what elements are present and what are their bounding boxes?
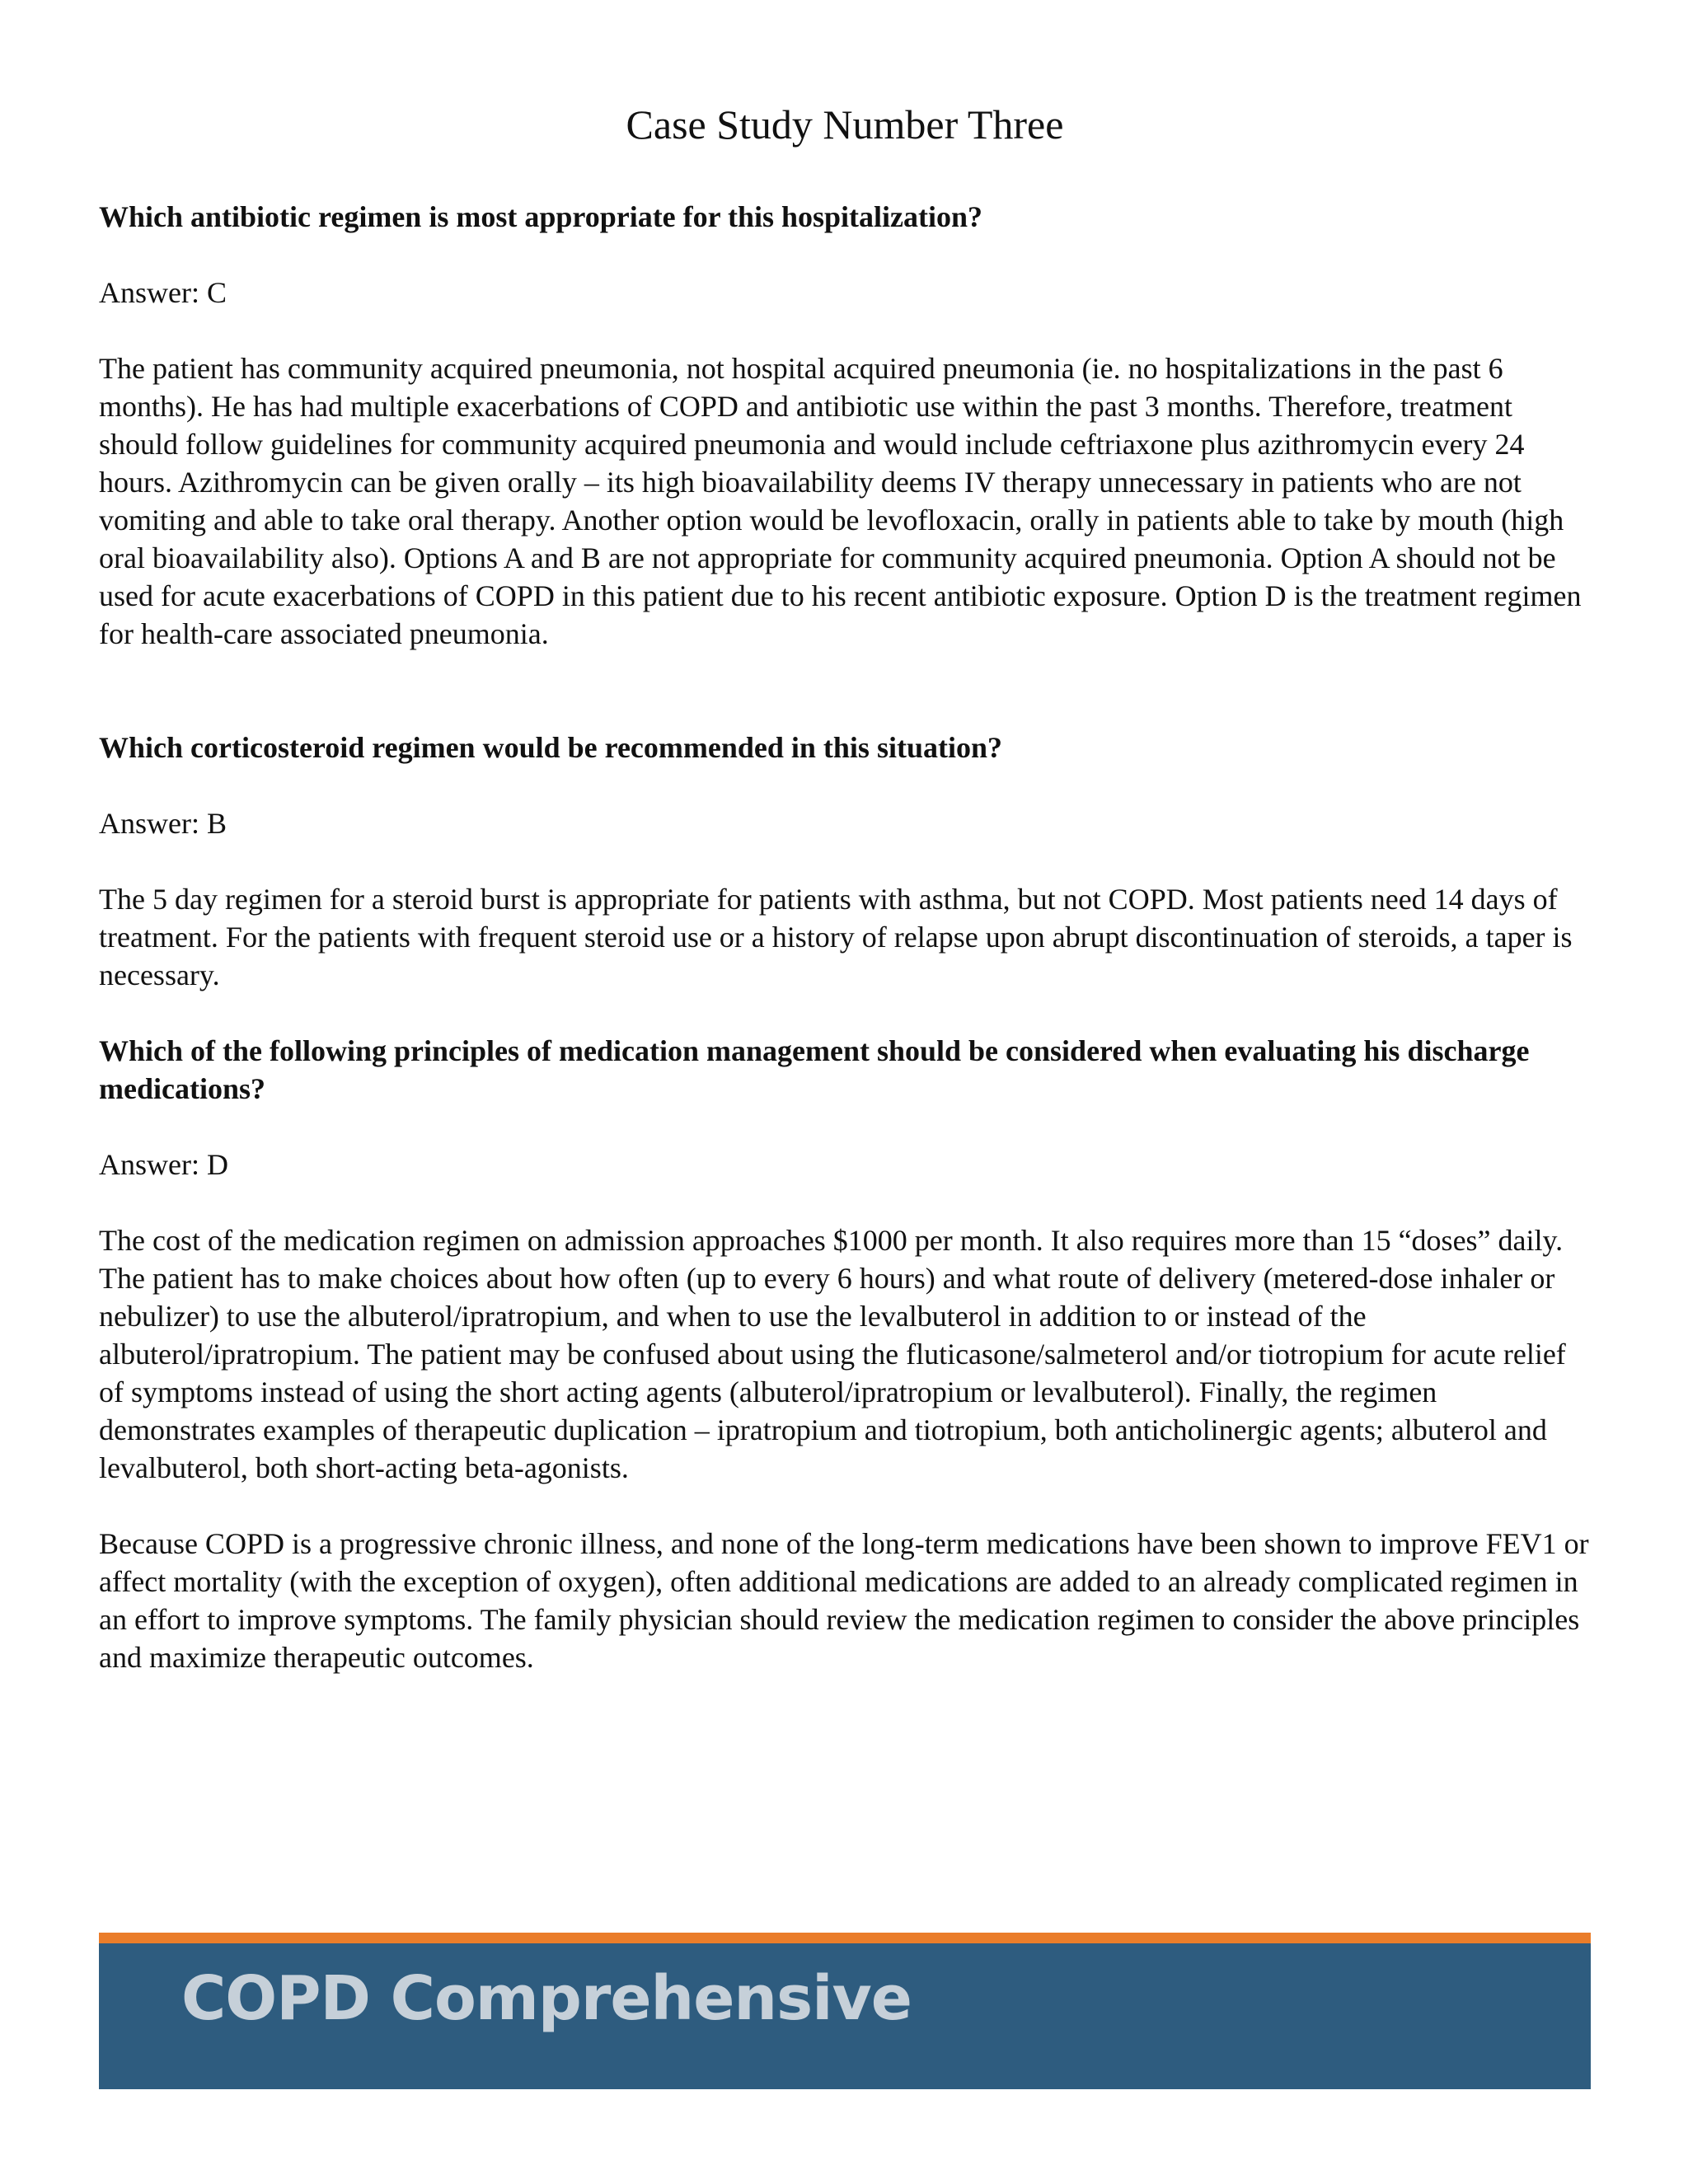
- banner-logo-text: COPD Comprehensive: [181, 1963, 912, 2034]
- explanation-paragraph: The 5 day regimen for a steroid burst is appropriate for patients with asthma, but not COPD. Most patients need 14 days of treatment. For the patients with frequent steroid use or a history of relapse upon abrupt discontinuation of steroids, a taper is necessary.: [99, 883, 1573, 991]
- answer-line: Answer: C: [99, 276, 227, 309]
- footer-banner: [99, 1933, 1591, 2089]
- answer-line: Answer: B: [99, 807, 227, 840]
- document-content: [99, 97, 1591, 1714]
- explanation-paragraph: Because COPD is a progressive chronic illness, and none of the long-term medications have been shown to improve FEV1 or affect mortality (with the exception of oxygen), often additional medications are added to an already complicated regimen in an effort to improve symptoms. The family physician should review the medication regimen to consider the above principles and maximize therapeutic outcomes.: [99, 1527, 1589, 1674]
- page-title: Case Study Number Three: [626, 101, 1064, 148]
- question-heading: Which corticosteroid regimen would be recommended in this situation?: [99, 731, 1002, 764]
- explanation-paragraph: The cost of the medication regimen on admission approaches $1000 per month. It also requires more than 15 “doses” daily. The patient has to make choices about how often (up to every 6 hours) and what route of delivery (metered-dose inhaler or nebulizer) to use the albuterol/ipratropium, and when to use the levalbuterol in addition to or instead of the albuterol/ipratropium. The patient may be confused about using the fluticasone/salmeterol and/or tiotropium for acute relief of symptoms instead of using the short acting agents (albuterol/ipratropium or levalbuterol). Finally, the regimen demonstrates examples of therapeutic duplication – ipratropium and tiotropium, both anticholinergic agents; albuterol and levalbuterol, both short-acting beta-agonists.: [99, 1224, 1566, 1484]
- question-heading: Which of the following principles of medication management should be considered when evaluating his discharge medications?: [99, 1034, 1530, 1105]
- question-heading: Which antibiotic regimen is most appropriate for this hospitalization?: [99, 200, 983, 233]
- section-medication-management: [99, 1032, 1591, 1676]
- explanation-paragraph: The patient has community acquired pneumonia, not hospital acquired pneumonia (ie. no hospitalizations in the past 6 months). He has had multiple exacerbations of COPD and antibiotic use within the past 3 months. Therefore, treatment should follow guidelines for community acquired pneumonia and would include ceftriaxone plus azithromycin every 24 hours. Azithromycin can be given orally – its high bioavailability deems IV therapy unnecessary in patients who are not vomiting and able to take oral therapy. Another option would be levofloxacin, orally in patients able to take by mouth (high oral bioavailability also). Options A and B are not appropriate for community acquired pneumonia. Option A should not be used for acute exacerbations of COPD in this patient due to his recent antibiotic exposure. Option D is the treatment regimen for health-care associated pneumonia.: [99, 352, 1582, 650]
- answer-line: Answer: D: [99, 1148, 228, 1181]
- section-antibiotic: [99, 198, 1591, 653]
- section-corticosteroid: [99, 729, 1591, 994]
